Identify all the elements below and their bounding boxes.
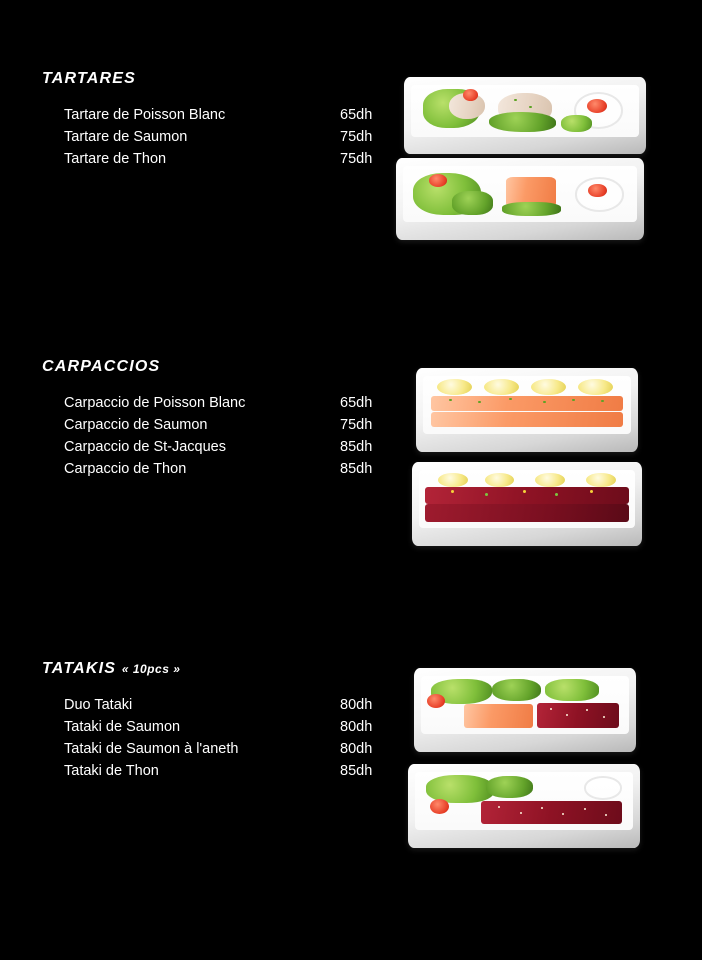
item-price: 65dh — [340, 107, 373, 123]
item-price: 80dh — [340, 719, 373, 735]
dish-photo-tartare-trio — [404, 77, 646, 154]
item-name: Tartare de Thon — [64, 151, 167, 167]
garnish-tomato — [430, 799, 449, 814]
menu-items-carpaccios — [64, 392, 404, 480]
garnish-lemon — [485, 473, 515, 487]
item-price: 85dh — [340, 763, 373, 779]
tataki-salmon-slices — [464, 704, 533, 728]
item-price: 85dh — [340, 439, 373, 455]
item-price: 75dh — [340, 417, 373, 433]
plate-contents — [417, 774, 630, 828]
plate-contents — [414, 86, 637, 135]
garnish-tomato — [587, 99, 607, 113]
garnish-tomato — [588, 184, 606, 198]
item-name: Carpaccio de Saumon — [64, 417, 208, 433]
menu-items-tatakis — [64, 694, 404, 782]
tataki-tuna-slices — [537, 703, 619, 728]
garnish-tomato — [427, 694, 445, 708]
list-item — [64, 392, 404, 414]
garnish-lettuce — [486, 776, 533, 798]
garnish-tomato — [429, 174, 447, 187]
item-name: Carpaccio de St-Jacques — [64, 439, 226, 455]
carpaccio-salmon-slices — [431, 396, 623, 411]
dish-photo-duo-tataki — [414, 668, 636, 752]
plate-contents — [423, 678, 627, 732]
list-item — [64, 716, 404, 738]
dish-photo-carpaccio-saumon — [416, 368, 638, 452]
garnish-lettuce — [561, 115, 592, 132]
item-price: 80dh — [340, 697, 373, 713]
plate-contents — [406, 168, 634, 221]
garnish-lemon — [437, 379, 472, 395]
garnish-tomato — [463, 89, 479, 101]
item-name: Carpaccio de Thon — [64, 461, 187, 477]
garnish-lemon — [535, 473, 565, 487]
item-price: 85dh — [340, 461, 373, 477]
list-item — [64, 760, 404, 782]
list-item — [64, 414, 404, 436]
item-price: 75dh — [340, 151, 373, 167]
section-title-text: TATAKIS — [42, 660, 117, 677]
item-price: 65dh — [340, 395, 373, 411]
list-item — [64, 458, 404, 480]
plate-contents — [425, 378, 629, 432]
list-item — [64, 126, 404, 148]
item-price: 75dh — [340, 129, 373, 145]
garnish-lemon — [531, 379, 566, 395]
item-name: Tartare de Saumon — [64, 129, 188, 145]
garnish-lemon — [586, 473, 616, 487]
menu-items-tartares — [64, 104, 404, 170]
item-name: Tataki de Thon — [64, 763, 159, 779]
garnish-onion-ring — [584, 776, 622, 799]
garnish-lemon — [484, 379, 519, 395]
item-name: Carpaccio de Poisson Blanc — [64, 395, 246, 411]
plate-contents — [421, 472, 633, 526]
section-title-suffix: « 10pcs » — [121, 662, 181, 676]
dish-photo-carpaccio-thon — [412, 462, 642, 546]
section-title-tartares — [42, 70, 136, 88]
garnish-lettuce — [489, 112, 556, 132]
list-item — [64, 738, 404, 760]
dish-photo-tartare-saumon — [396, 158, 644, 240]
item-price: 80dh — [340, 741, 373, 757]
section-title-tatakis — [42, 660, 180, 678]
list-item — [64, 104, 404, 126]
carpaccio-tuna-slices — [425, 487, 628, 504]
dish-photo-tataki-thon — [408, 764, 640, 848]
garnish-lemon — [438, 473, 468, 487]
item-name: Tataki de Saumon à l'aneth — [64, 741, 239, 757]
carpaccio-tuna-slices — [425, 504, 628, 521]
garnish-lettuce — [452, 191, 493, 215]
garnish-lettuce — [492, 679, 541, 701]
list-item — [64, 148, 404, 170]
section-title-text: TARTARES — [42, 70, 137, 87]
garnish-lettuce — [545, 679, 598, 701]
garnish-cucumber-ring — [502, 202, 561, 216]
section-title-carpaccios — [42, 358, 160, 376]
list-item — [64, 694, 404, 716]
list-item — [64, 436, 404, 458]
section-title-text: CARPACCIOS — [42, 358, 161, 375]
tataki-tuna-slices — [481, 801, 622, 824]
item-name: Tartare de Poisson Blanc — [64, 107, 226, 123]
carpaccio-salmon-slices — [431, 412, 623, 427]
garnish-lemon — [578, 379, 613, 395]
item-name: Duo Tataki — [64, 697, 133, 713]
item-name: Tataki de Saumon — [64, 719, 181, 735]
